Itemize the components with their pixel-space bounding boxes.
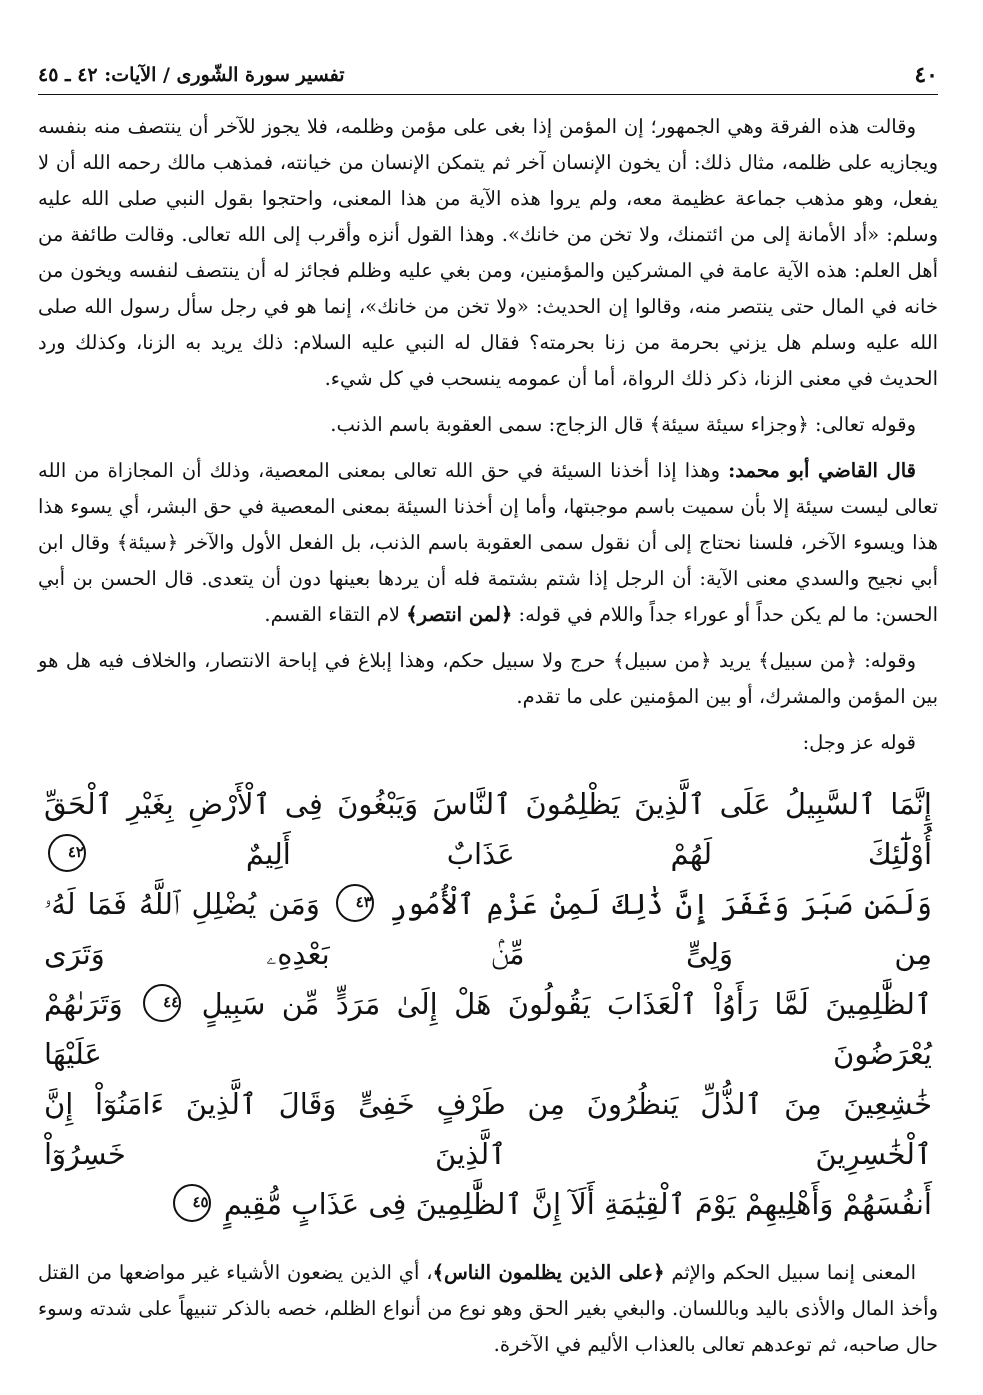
quran-line-4: خَٰشِعِينَ مِنَ ٱلذُّلِّ يَنظُرُونَ مِن طَرْفٍ خَفِىٍّ وَقَالَ ٱلَّذِينَ ءَامَنُوٓاْ إِنَّ ٱلْخَٰسِرِينَ ٱلَّذِينَ خَسِرُوٓاْ bbox=[44, 1087, 932, 1171]
paragraph-5-start: المعنى إنما سبيل الحكم والإثم bbox=[664, 1261, 916, 1284]
paragraph-5-text: ، أي الذين يضعون الأشياء غير مواضعها من القتل وأخذ المال والأذى باليد وباللسان. والبغي بغير الحق وهو نوع من أنواع الظلم، خصه بالذكر تنبيهاً على شدته وسوء حال صاحبه، ثم توعدهم تعالى بالعذاب الأليم في الآخرة. bbox=[38, 1261, 938, 1356]
verse-43-text: وَلَمَن صَبَرَ وَغَفَرَ إِنَّ ذَٰلِكَ لَمِنْ عَزْمِ ٱلْأُمُورِ bbox=[389, 887, 933, 921]
ayah-number-45: ٤٥ bbox=[173, 1184, 211, 1222]
paragraph-2: وقوله تعالى: ﴿وجزاء سيئة سيئة﴾ قال الزجاج: سمى العقوبة باسم الذنب. bbox=[330, 413, 916, 436]
paragraph-3-text: وهذا إذا أخذنا السيئة في حق الله تعالى بمعنى المعصية، وذلك أن المجازاة من الله تعالى ليست سيئة إلا بأن سميت باسم موجبتها، وأما إن أخذنا السيئة بمعنى المعصية في حق البشر، أي يسوء هذا هذا ويسوء الآخر، فلسنا نحتاج إلى أن نقول سمى العقوبة باسم الذنب، بل الفعل الأول والآخر ﴿سيئة﴾ وقال ابن أبي نجيح والسدي معنى الآية: أن الرجل إذا شتم بشتمة فله أن يردها بعينها دون أن يتعدى. قال الحسن بن أبي الحسن: ما لم يكن حداً أو عوراء جداً واللام في قوله: bbox=[38, 459, 938, 626]
quran-verses bbox=[38, 779, 938, 1229]
document-page bbox=[38, 60, 938, 1373]
quran-line-3 bbox=[44, 979, 932, 1079]
verse-lead-in: قوله عز وجل: bbox=[802, 731, 916, 754]
quran-line-1 bbox=[44, 779, 932, 879]
ayah-number-44: ٤٤ bbox=[143, 984, 181, 1022]
verse-44-text: ٱلظَّٰلِمِينَ لَمَّا رَأَوُاْ ٱلْعَذَابَ يَقُولُونَ هَلْ إِلَىٰ مَرَدٍّ مِّن سَبِيلٍ bbox=[201, 987, 933, 1021]
page-header bbox=[38, 60, 938, 95]
paragraph-5 bbox=[38, 1255, 938, 1363]
quote-lamman-intasar: ﴿لمن انتصر﴾ bbox=[406, 603, 513, 626]
verse-45-start: وَتَرَىٰهُمْ يُعْرَضُونَ عَلَيْهَا bbox=[44, 987, 932, 1071]
speaker-label: قال القاضي أبو محمد: bbox=[728, 459, 916, 482]
paragraph-1: وقالت هذه الفرقة وهي الجمهور؛ إن المؤمن إذا بغى على مؤمن وظلمه، فلا يجوز للآخر أن ينتصف منه بنفسه ويجازيه على ظلمه، مثال ذلك: أن يخون الإنسان آخر ثم يتمكن الإنسان من خيانته، فمذهب مالك رحمه الله أن لا يفعل، وهو مذهب جماعة عظيمة معه، ولم يروا هذه الآية من هذا المعنى، واحتجوا بقول النبي صلى الله عليه وسلم: «أد الأمانة إلى من ائتمنك، ولا تخن من خانك». وهذا القول أنزه وأقرب إلى الله تعالى. وقالت طائفة من أهل العلم: هذه الآية عامة في المشركين والمؤمنين، ومن بغي عليه وظلم فجائز له أن ينتصف لنفسه ويخون من خانه في المال حتى ينتصر منه، وقالوا إن الحديث: «ولا تخن من خانك»، إنما هو في رجل سأل رسول الله صلى الله عليه وسلم هل يزني بحرمة من زنا بحرمته؟ فقال له النبي عليه السلام: ذلك يريد به الزنا، وكذلك ورد الحديث في معنى الزنا، ذكر ذلك الرواة، أما أن عمومه ينسحب في كل شيء. bbox=[38, 115, 938, 390]
ayah-number-43: ٤٣ bbox=[336, 884, 374, 922]
ayah-number-42: ٤٢ bbox=[48, 834, 86, 872]
verse-44-start: وَمَن يُضْلِلِ ٱللَّهُ فَمَا لَهُۥ مِن وَلِىٍّ مِّنۢ بَعْدِهِۦ وَتَرَى bbox=[44, 887, 932, 971]
verse-45-text: أَنفُسَهُمْ وَأَهْلِيهِمْ يَوْمَ ٱلْقِيَٰمَةِ أَلَآ إِنَّ ٱلظَّٰلِمِينَ فِى عَذَابٍ مُّقِيمٍ bbox=[223, 1187, 932, 1221]
quran-line-2 bbox=[44, 879, 932, 979]
quran-line-5 bbox=[44, 1179, 932, 1229]
page-number: ٤٠ bbox=[914, 62, 938, 88]
running-title: تفسير سورة الشّورى / الآيات: ٤٢ ـ ٤٥ bbox=[38, 64, 345, 86]
body-text bbox=[38, 109, 938, 1363]
paragraph-3-tail: لام التقاء القسم. bbox=[264, 603, 407, 626]
paragraph-4: وقوله: ﴿من سبيل﴾ يريد ﴿من سبيل﴾ حرج ولا سبيل حكم، وهذا إبلاغ في إباحة الانتصار، والخلاف فيه هل هو بين المؤمن والمشرك، أو بين المؤمنين على ما تقدم. bbox=[38, 649, 938, 708]
quote-ala-alladhina: ﴿على الذين يظلمون الناس﴾ bbox=[432, 1261, 665, 1284]
paragraph-3 bbox=[38, 453, 938, 633]
verse-42-text: إِنَّمَا ٱلسَّبِيلُ عَلَى ٱلَّذِينَ يَظْلِمُونَ ٱلنَّاسَ وَيَبْغُونَ فِى ٱلْأَرْضِ بِغَيْرِ ٱلْحَقِّ أُوْلَٰٓئِكَ لَهُمْ عَذَابٌ أَلِيمٌ bbox=[44, 787, 933, 871]
